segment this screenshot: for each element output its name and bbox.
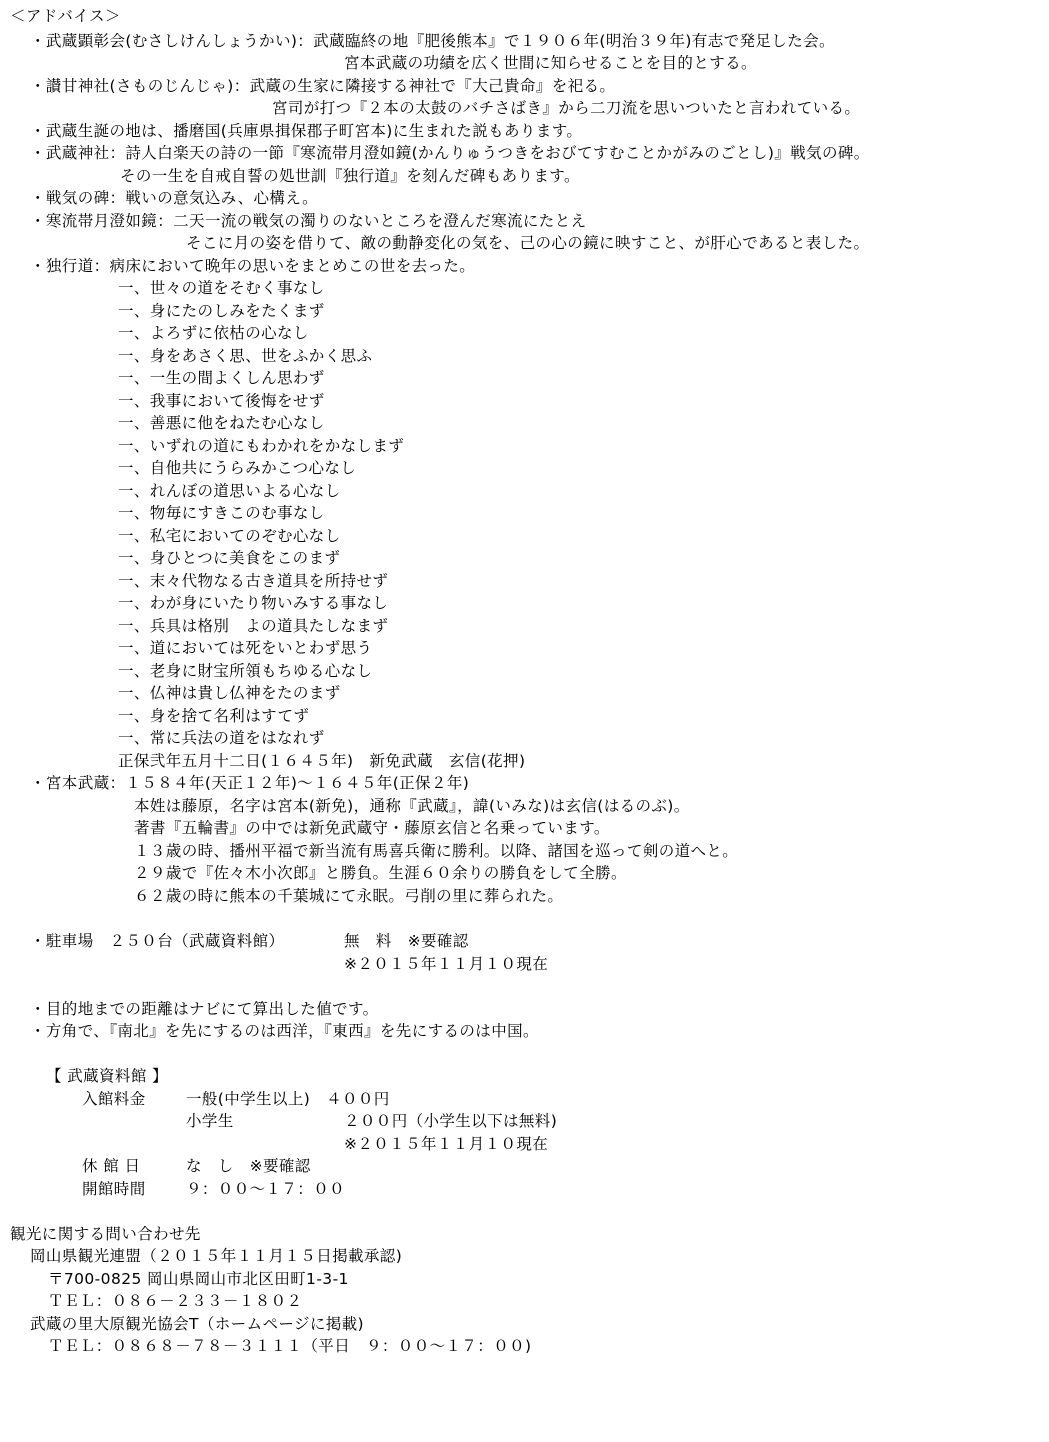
closed-label: 休 館 日: [82, 1157, 141, 1175]
precept-item: 一、私宅においてのぞむ心なし: [118, 527, 341, 545]
sanumo-line-2: 宮司が打つ『２本の太鼓のバチさばき』から二刀流を思いついたと言われている。: [272, 99, 861, 117]
kanryu-line-2: そこに月の姿を借りて、敵の動静変化の気を、己の心の鏡に映すこと、が肝心であると表した。: [186, 234, 870, 252]
contact-tel-okayama: ＴＥＬ：０８６－２３３－１８０２: [48, 1292, 303, 1310]
direction-note: ・方角で、『南北』を先にするのは西洋，『東西』を先にするのは中国。: [30, 1022, 539, 1040]
precept-item: 一、身にたのしみをたくまず: [118, 302, 325, 320]
precept-item: 一、仏神は貴し仏神をたのまず: [118, 684, 341, 702]
contact-title: 観光に関する問い合わせ先: [10, 1225, 201, 1243]
senki-line: ・戦気の碑：戦いの意気込み、心構え。: [30, 189, 319, 207]
dokkodo-signature: 正保弐年五月十二日(１６４５年) 新免武蔵 玄信(花押): [118, 752, 526, 770]
precept-item: 一、世々の道をそむく事なし: [118, 279, 325, 297]
admission-general: 一般(中学生以上) ４００円: [186, 1090, 390, 1108]
hours-label: 開館時間: [82, 1180, 146, 1198]
hours-value: ９：００～１７：００: [186, 1180, 346, 1198]
museum-title: 【 武蔵資料館 】: [46, 1067, 168, 1085]
sanumo-line-1: ・讃甘神社(さものじんじゃ)：武蔵の生家に隣接する神社で『大己貴命』を祀る。: [30, 77, 616, 95]
contact-org-ohara: 武蔵の里大原観光協会T（ホームページに掲載): [30, 1315, 365, 1333]
contact-address: 〒700-0825 岡山県岡山市北区田町1-3-1: [48, 1270, 349, 1288]
musashi-bio-line: ２９歳で『佐々木小次郎』と勝負。生涯６０余りの勝負をして全勝。: [134, 864, 627, 882]
musashi-bio-line: 本姓は藤原，名字は宮本(新免)，通称『武蔵』，諱(いみな)は玄信(はるのぶ)。: [134, 797, 690, 815]
jinja-line-1: ・武蔵神社：詩人白楽天の詩の一節『寒流帯月澄如鏡(かんりゅうつきをおびてすむことかがみのごとし)』戦気の碑。: [30, 144, 870, 162]
contact-org-okayama: 岡山県観光連盟（２０１５年１１月１５日掲載承認): [30, 1247, 403, 1265]
precept-item: 一、物毎にすきこのむ事なし: [118, 504, 325, 522]
precept-item: 一、れんぼの道思いよる心なし: [118, 482, 341, 500]
birthplace-note: ・武蔵生誕の地は、播磨国(兵庫県揖保郡子町宮本)に生まれた説もあります。: [30, 122, 583, 140]
precept-item: 一、我事において後悔をせず: [118, 392, 325, 410]
kensho-line-2: 宮本武蔵の功績を広く世間に知らせることを目的とする。: [344, 54, 757, 72]
musashi-bio-line: 著書『五輪書』の中では新免武蔵守・藤原玄信と名乗っています。: [134, 819, 610, 837]
admission-label: 入館料金: [82, 1090, 146, 1108]
distance-note: ・目的地までの距離はナビにて算出した値です。: [30, 1000, 379, 1018]
admission-child-label: 小学生: [186, 1112, 234, 1130]
jinja-line-2: その一生を自戒自誓の処世訓『独行道』を刻んだ碑もあります。: [120, 167, 580, 185]
precept-item: 一、一生の間よくしん思わず: [118, 369, 325, 387]
kensho-line-1: ・武蔵顕彰会(むさしけんしょうかい)：武蔵臨終の地『肥後熊本』で１９０６年(明治３９年)有志で発足した会。: [30, 32, 835, 50]
precept-item: 一、善悪に他をねたむ心なし: [118, 414, 325, 432]
precept-item: 一、道においては死をいとわず思う: [118, 639, 373, 657]
parking-label: ・駐車場 ２５０台（武蔵資料館）: [30, 932, 285, 950]
precept-item: 一、兵具は格別 よの道具たしなまず: [118, 617, 389, 635]
precept-item: 一、身を捨て名利はすてず: [118, 707, 310, 725]
precept-item: 一、わが身にいたり物いみする事なし: [118, 594, 389, 612]
advice-heading: ＜アドバイス＞: [10, 7, 121, 25]
precept-item: 一、よろずに依枯の心なし: [118, 324, 309, 342]
closed-value: な し ※要確認: [186, 1157, 311, 1175]
parking-fee: 無 料 ※要確認: [344, 932, 469, 950]
precept-item: 一、いずれの道にもわかれをかなしまず: [118, 437, 405, 455]
contact-tel-ohara: ＴＥＬ：０８６８－７８－３１１１（平日 ９：００～１７：００): [48, 1337, 532, 1355]
kanryu-line-1: ・寒流帯月澄如鏡：二天一流の戦気の濁りのないところを澄んだ寒流にたとえ: [30, 212, 587, 230]
precept-item: 一、常に兵法の道をはなれず: [118, 729, 325, 747]
precept-item: 一、老身に財宝所領もちゆる心なし: [118, 662, 373, 680]
musashi-bio-line: １３歳の時、播州平福で新当流有馬喜兵衛に勝利。以降、諸国を巡って剣の道へと。: [134, 842, 739, 860]
precept-item: 一、末々代物なる古き道具を所持せず: [118, 572, 389, 590]
musashi-dates: ・宮本武蔵：１５８４年(天正１２年)～１６４５年(正保２年): [30, 774, 470, 792]
parking-note: ※２０１５年１１月１０現在: [344, 955, 549, 973]
admission-child-price: ２００円（小学生以下は無料): [344, 1112, 558, 1130]
dokkodo-intro: ・独行道：病床において晩年の思いをまとめこの世を去った。: [30, 257, 476, 275]
precept-item: 一、身をあさく思、世をふかく思ふ: [118, 347, 373, 365]
admission-as-of: ※２０１５年１１月１０現在: [344, 1135, 549, 1153]
musashi-bio-line: ６２歳の時に熊本の千葉城にて永眠。弓削の里に葬られた。: [134, 887, 564, 905]
precept-item: 一、自他共にうらみかこつ心なし: [118, 459, 357, 477]
precept-item: 一、身ひとつに美食をこのまず: [118, 549, 341, 567]
